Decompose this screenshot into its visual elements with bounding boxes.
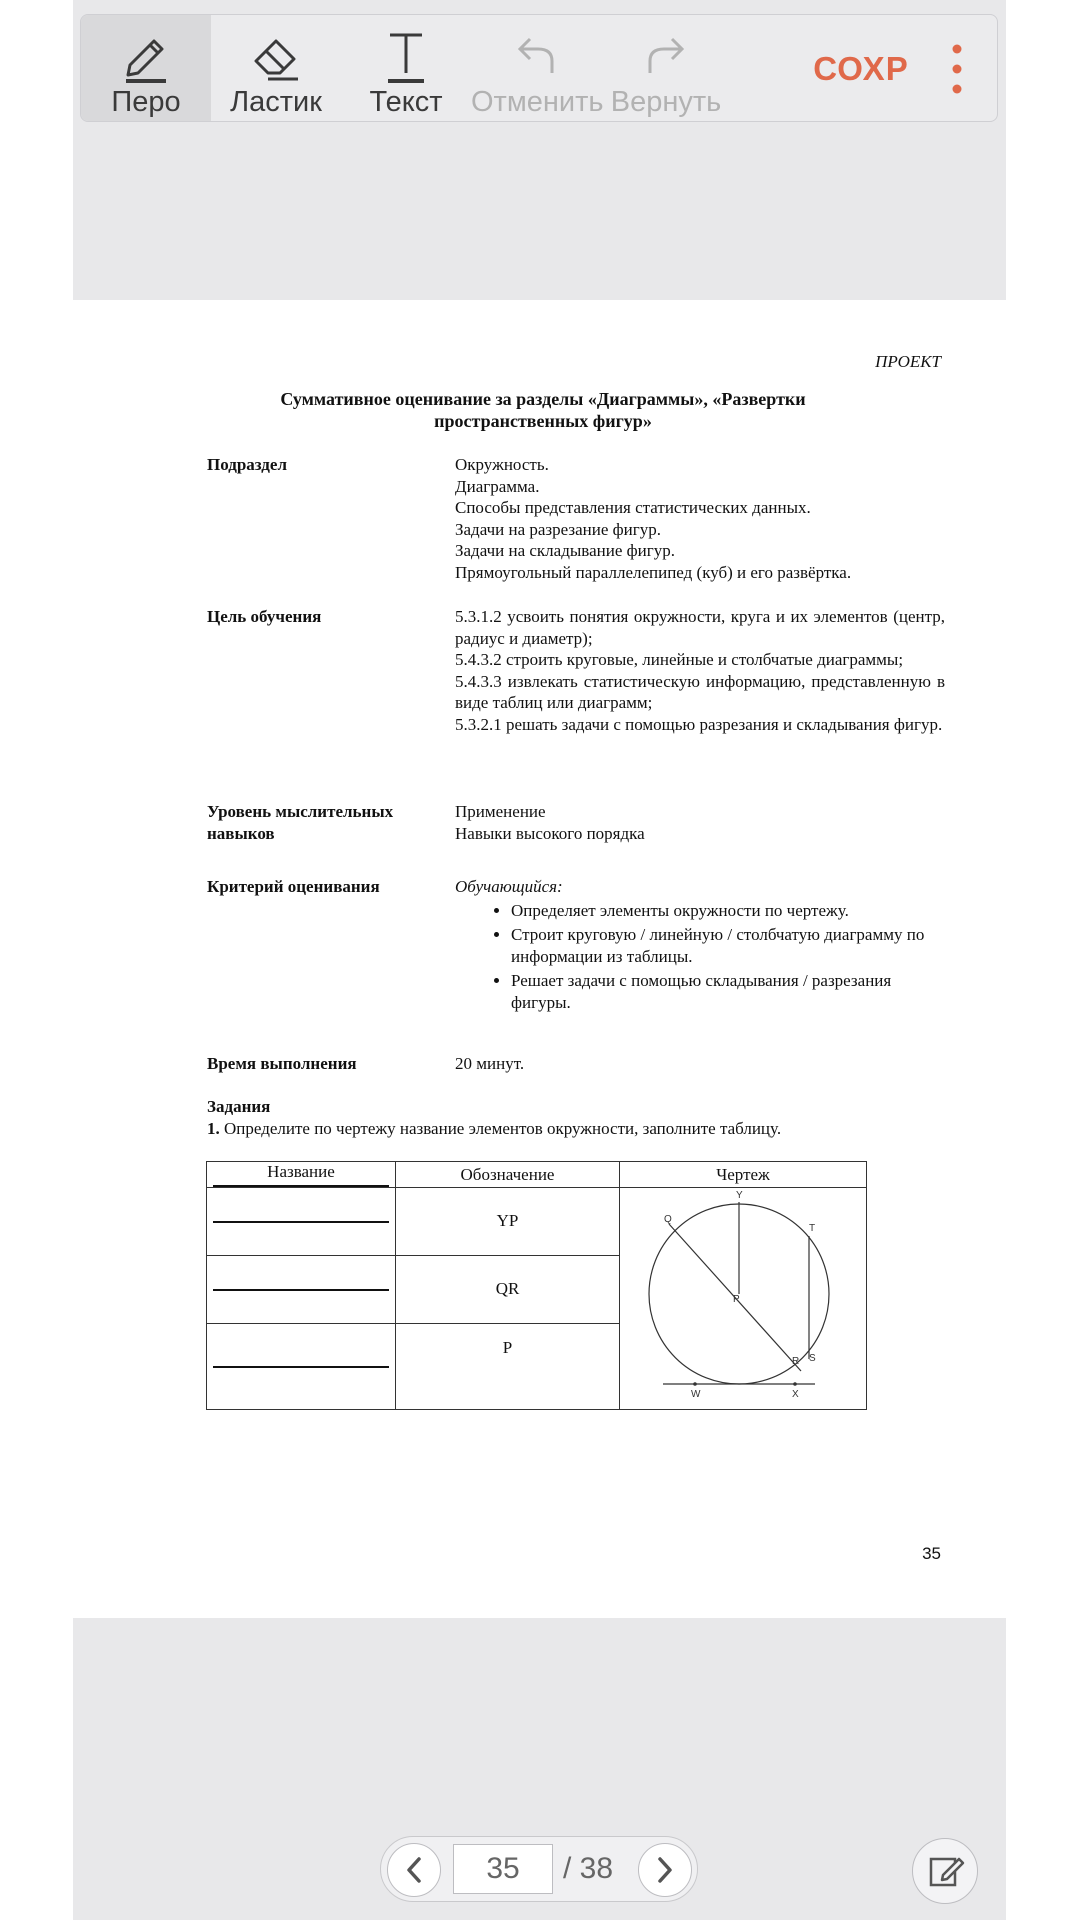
criteria-item: • Определяет элементы окружности по чертежу. [511, 900, 945, 922]
pen-icon [116, 25, 176, 85]
thinking-level-line: Применение [455, 802, 546, 821]
text-tool-button[interactable] [341, 15, 471, 122]
document-page [73, 300, 1006, 1618]
label-R: R [792, 1356, 800, 1367]
learning-goal-values [455, 606, 945, 736]
chevron-right-icon [639, 1844, 691, 1896]
answer-cell[interactable] [207, 1188, 396, 1256]
learning-goal-line: 5.4.3.2 строить круговые, линейные и столбчатые диаграммы; [455, 650, 904, 670]
tasks-heading: Задания [207, 1097, 271, 1116]
pen-label: Перо [111, 86, 181, 118]
header-name [207, 1162, 396, 1188]
label-Y: Y [736, 1190, 743, 1201]
right-margin [1006, 0, 1080, 1920]
label-Q: Q [664, 1214, 672, 1225]
edit-document-icon [913, 1839, 977, 1903]
answer-blank-line [213, 1364, 389, 1368]
circle-drawing [621, 1188, 865, 1404]
subsection-line: Прямоугольный параллелепипед (куб) и его развёртка. [455, 562, 852, 582]
document-title: Суммативное оценивание за разделы «Диаграммы», «Развертки пространственных фигур» [280, 389, 806, 431]
page-number: 35 [922, 1544, 941, 1563]
criteria-label: Критерий оценивания [207, 877, 380, 896]
subsection-line: Диаграмма. [455, 476, 540, 496]
subsection-values [455, 454, 945, 584]
circle-elements-table [206, 1161, 867, 1410]
criteria-item: • Решает задачи с помощью складывания / разрезания фигуры. [511, 970, 945, 1013]
project-label: ПРОЕКТ [875, 352, 941, 371]
learning-goal-line: 5.3.1.2 усвоить понятия окружности, круга и их элементов (центр, радиус и диаметр); [455, 607, 945, 648]
pen-tool-button[interactable] [81, 15, 211, 122]
criteria-intro: Обучающийся: [455, 877, 563, 896]
eraser-icon [246, 25, 306, 85]
subsection-line: Задачи на разрезание фигур. [455, 519, 661, 539]
task-1-text: Определите по чертежу название элементов окружности, заполните таблицу. [224, 1119, 782, 1138]
undo-label: Отменить [471, 86, 604, 118]
symbol-cell: P [396, 1323, 620, 1409]
save-button[interactable]: СОХР [813, 50, 909, 87]
drawing-cell [620, 1188, 867, 1410]
header-name-text: Название [267, 1162, 335, 1181]
redo-label: Вернуть [610, 86, 722, 118]
subsection-label: Подраздел [207, 455, 287, 474]
subsection-line: Способы представления статистических данных. [455, 498, 811, 518]
next-page-button[interactable] [638, 1843, 692, 1897]
label-T: T [809, 1223, 816, 1234]
subsection-line: Окружность. [455, 455, 549, 474]
previous-page-button[interactable] [387, 1843, 441, 1897]
task-1 [207, 1118, 947, 1140]
left-margin [0, 0, 73, 1920]
more-options-icon[interactable] [937, 37, 977, 101]
criteria-values [455, 876, 945, 1017]
answer-blank-line [213, 1219, 389, 1223]
label-S: S [809, 1353, 816, 1364]
answer-cell[interactable] [207, 1255, 396, 1323]
learning-goal-line: 5.3.2.1 решать задачи с помощью разрезания и складывания фигур. [455, 714, 943, 734]
time-label: Время выполнения [207, 1054, 357, 1073]
page-navigator [380, 1836, 698, 1902]
page-number-input[interactable]: 35 [453, 1844, 553, 1894]
symbol-cell: QR [396, 1255, 620, 1323]
header-underline [213, 1183, 389, 1187]
tasks-section [207, 1096, 947, 1140]
chevron-left-icon [388, 1844, 440, 1896]
label-P: P [733, 1294, 740, 1305]
time-value: 20 минут. [455, 1054, 525, 1073]
answer-blank-line [213, 1287, 389, 1291]
learning-goal-line: 5.4.3.3 извлекать статистическую информацию, представленную в виде таблиц или диаграмм; [455, 671, 945, 713]
text-icon [376, 25, 436, 85]
thinking-level-line: Навыки высокого порядка [455, 823, 645, 843]
eraser-label: Ластик [230, 86, 322, 118]
undo-button[interactable] [471, 15, 604, 122]
criteria-item: • Строит круговую / линейную / столбчатую диаграмму по информации из таблицы. [511, 924, 945, 967]
criteria-list [455, 900, 945, 1014]
edit-annotate-button[interactable] [912, 1838, 978, 1904]
header-drawing: Чертеж [620, 1162, 867, 1188]
label-X: X [792, 1389, 799, 1400]
thinking-level-label: Уровень мыслительных навыков [207, 802, 394, 843]
header-symbol: Обозначение [396, 1162, 620, 1188]
undo-icon [506, 25, 566, 85]
learning-goal-label: Цель обучения [207, 607, 322, 626]
eraser-tool-button[interactable] [211, 15, 341, 122]
redo-button[interactable] [601, 15, 731, 122]
subsection-line: Задачи на складывание фигур. [455, 541, 675, 561]
answer-cell[interactable] [207, 1323, 396, 1409]
thinking-level-values [455, 801, 945, 844]
redo-icon [636, 25, 696, 85]
task-1-number: 1. [207, 1119, 220, 1138]
symbol-cell: YP [396, 1188, 620, 1256]
label-W: W [691, 1389, 701, 1400]
annotation-toolbar [80, 14, 998, 122]
text-label: Текст [369, 86, 443, 118]
page-total: / 38 [563, 1852, 614, 1885]
